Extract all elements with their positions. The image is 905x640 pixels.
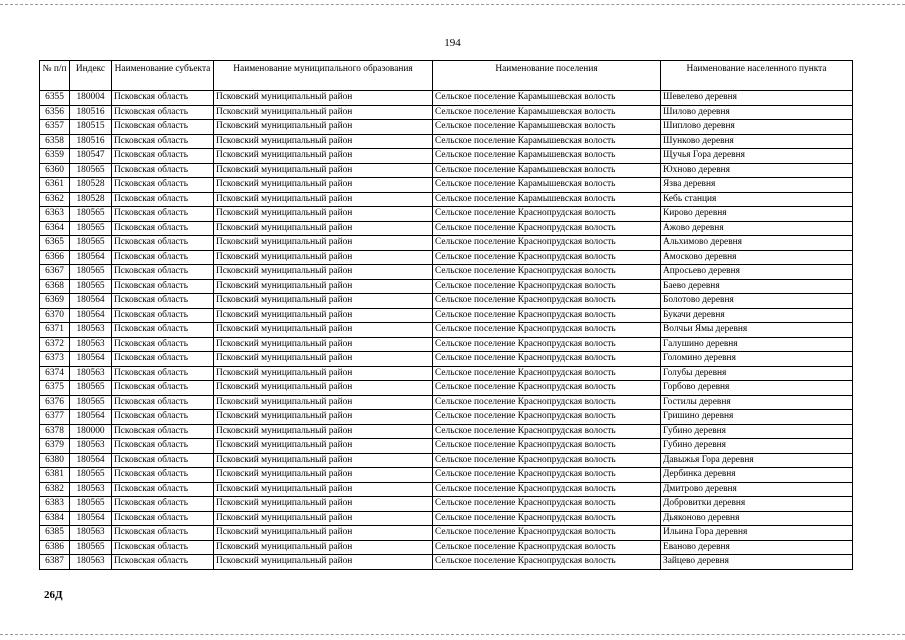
cell-index: 180563 [70, 555, 112, 570]
cell-index: 180004 [70, 91, 112, 106]
cell-municipality: Псковский муниципальный район [214, 337, 433, 352]
cell-municipality: Псковский муниципальный район [214, 192, 433, 207]
cell-settlement: Сельское поселение Краснопрудская волость [433, 366, 661, 381]
cell-locality: Апросьево деревня [661, 265, 853, 280]
cell-index: 180564 [70, 352, 112, 367]
cell-locality: Баево деревня [661, 279, 853, 294]
table-row [40, 424, 853, 439]
cell-municipality: Псковский муниципальный район [214, 265, 433, 280]
cell-locality: Добровитки деревня [661, 497, 853, 512]
cell-index: 180565 [70, 279, 112, 294]
cell-index: 180564 [70, 250, 112, 265]
cell-municipality: Псковский муниципальный район [214, 439, 433, 454]
cell-settlement: Сельское поселение Краснопрудская волость [433, 279, 661, 294]
cell-region: Псковская область [112, 526, 214, 541]
cell-municipality: Псковский муниципальный район [214, 526, 433, 541]
cell-settlement: Сельское поселение Краснопрудская волость [433, 381, 661, 396]
page-number: 194 [444, 37, 461, 49]
cell-region: Псковская область [112, 395, 214, 410]
cell-locality: Дмитрово деревня [661, 482, 853, 497]
header-region: Наименование субъекта [112, 61, 214, 91]
cell-settlement: Сельское поселение Краснопрудская волость [433, 207, 661, 222]
cell-num: 6368 [40, 279, 70, 294]
cell-municipality: Псковский муниципальный район [214, 511, 433, 526]
cell-settlement: Сельское поселение Краснопрудская волость [433, 308, 661, 323]
cell-locality: Болотово деревня [661, 294, 853, 309]
table-row [40, 236, 853, 251]
cell-settlement: Сельское поселение Карамышевская волость [433, 192, 661, 207]
cell-settlement: Сельское поселение Краснопрудская волость [433, 410, 661, 425]
cell-region: Псковская область [112, 192, 214, 207]
cell-index: 180563 [70, 323, 112, 338]
scan-bottom-edge [0, 634, 905, 635]
table-row [40, 511, 853, 526]
cell-settlement: Сельское поселение Краснопрудская волость [433, 540, 661, 555]
cell-num: 6361 [40, 178, 70, 193]
cell-region: Псковская область [112, 410, 214, 425]
cell-settlement: Сельское поселение Краснопрудская волость [433, 250, 661, 265]
localities-table-wrap [39, 60, 853, 570]
cell-settlement: Сельское поселение Краснопрудская волость [433, 555, 661, 570]
cell-num: 6386 [40, 540, 70, 555]
cell-index: 180565 [70, 236, 112, 251]
table-row [40, 178, 853, 193]
cell-num: 6375 [40, 381, 70, 396]
cell-index: 180563 [70, 482, 112, 497]
cell-num: 6380 [40, 453, 70, 468]
cell-municipality: Псковский муниципальный район [214, 453, 433, 468]
table-row [40, 453, 853, 468]
cell-settlement: Сельское поселение Краснопрудская волость [433, 497, 661, 512]
cell-index: 180563 [70, 526, 112, 541]
cell-index: 180000 [70, 424, 112, 439]
table-row [40, 555, 853, 570]
cell-num: 6355 [40, 91, 70, 106]
cell-settlement: Сельское поселение Краснопрудская волость [433, 337, 661, 352]
table-row [40, 381, 853, 396]
cell-municipality: Псковский муниципальный район [214, 468, 433, 483]
cell-region: Псковская область [112, 468, 214, 483]
cell-municipality: Псковский муниципальный район [214, 120, 433, 135]
table-row [40, 91, 853, 106]
table-body [40, 91, 853, 570]
cell-settlement: Сельское поселение Карамышевская волость [433, 105, 661, 120]
cell-num: 6356 [40, 105, 70, 120]
cell-region: Псковская область [112, 497, 214, 512]
cell-num: 6365 [40, 236, 70, 251]
cell-num: 6379 [40, 439, 70, 454]
cell-num: 6384 [40, 511, 70, 526]
cell-locality: Галушино деревня [661, 337, 853, 352]
cell-locality: Кебь станция [661, 192, 853, 207]
cell-locality: Щучья Гора деревня [661, 149, 853, 164]
cell-num: 6369 [40, 294, 70, 309]
cell-num: 6374 [40, 366, 70, 381]
table-row [40, 482, 853, 497]
cell-region: Псковская область [112, 221, 214, 236]
cell-region: Псковская область [112, 453, 214, 468]
cell-region: Псковская область [112, 555, 214, 570]
cell-locality: Губино деревня [661, 439, 853, 454]
cell-settlement: Сельское поселение Краснопрудская волость [433, 323, 661, 338]
cell-locality: Юхново деревня [661, 163, 853, 178]
scan-top-edge [0, 4, 905, 5]
cell-municipality: Псковский муниципальный район [214, 308, 433, 323]
cell-region: Псковская область [112, 308, 214, 323]
cell-index: 180565 [70, 207, 112, 222]
localities-table [39, 60, 853, 570]
cell-num: 6382 [40, 482, 70, 497]
cell-locality: Зайцево деревня [661, 555, 853, 570]
cell-settlement: Сельское поселение Краснопрудская волость [433, 511, 661, 526]
cell-index: 180565 [70, 497, 112, 512]
cell-index: 180516 [70, 134, 112, 149]
cell-locality: Шиплово деревня [661, 120, 853, 135]
table-row [40, 308, 853, 323]
table-row [40, 439, 853, 454]
cell-municipality: Псковский муниципальный район [214, 352, 433, 367]
cell-region: Псковская область [112, 511, 214, 526]
cell-municipality: Псковский муниципальный район [214, 540, 433, 555]
cell-settlement: Сельское поселение Карамышевская волость [433, 149, 661, 164]
cell-region: Псковская область [112, 540, 214, 555]
table-row [40, 250, 853, 265]
cell-locality: Гришино деревня [661, 410, 853, 425]
cell-locality: Голубы деревня [661, 366, 853, 381]
cell-settlement: Сельское поселение Краснопрудская волость [433, 526, 661, 541]
cell-settlement: Сельское поселение Краснопрудская волость [433, 294, 661, 309]
cell-municipality: Псковский муниципальный район [214, 149, 433, 164]
cell-settlement: Сельское поселение Карамышевская волость [433, 178, 661, 193]
cell-municipality: Псковский муниципальный район [214, 105, 433, 120]
cell-settlement: Сельское поселение Краснопрудская волость [433, 482, 661, 497]
table-row [40, 120, 853, 135]
cell-locality: Кирово деревня [661, 207, 853, 222]
cell-region: Псковская область [112, 236, 214, 251]
cell-settlement: Сельское поселение Краснопрудская волость [433, 395, 661, 410]
header-num: № п/п [40, 61, 70, 91]
cell-locality: Ильина Гора деревня [661, 526, 853, 541]
cell-num: 6377 [40, 410, 70, 425]
header-settlement: Наименование поселения [433, 61, 661, 91]
cell-num: 6359 [40, 149, 70, 164]
cell-settlement: Сельское поселение Краснопрудская волость [433, 236, 661, 251]
cell-locality: Ажово деревня [661, 221, 853, 236]
cell-municipality: Псковский муниципальный район [214, 482, 433, 497]
cell-municipality: Псковский муниципальный район [214, 207, 433, 222]
cell-index: 180565 [70, 395, 112, 410]
cell-locality: Букачи деревня [661, 308, 853, 323]
cell-index: 180564 [70, 410, 112, 425]
cell-settlement: Сельское поселение Краснопрудская волость [433, 439, 661, 454]
cell-region: Псковская область [112, 323, 214, 338]
table-row [40, 192, 853, 207]
table-row [40, 163, 853, 178]
cell-municipality: Псковский муниципальный район [214, 91, 433, 106]
cell-num: 6362 [40, 192, 70, 207]
table-row [40, 366, 853, 381]
cell-index: 180565 [70, 540, 112, 555]
cell-region: Псковская область [112, 207, 214, 222]
cell-settlement: Сельское поселение Карамышевская волость [433, 163, 661, 178]
cell-municipality: Псковский муниципальный район [214, 424, 433, 439]
cell-num: 6372 [40, 337, 70, 352]
cell-index: 180564 [70, 453, 112, 468]
table-row [40, 395, 853, 410]
cell-locality: Губино деревня [661, 424, 853, 439]
cell-index: 180564 [70, 308, 112, 323]
cell-num: 6367 [40, 265, 70, 280]
cell-region: Псковская область [112, 337, 214, 352]
cell-num: 6358 [40, 134, 70, 149]
cell-num: 6378 [40, 424, 70, 439]
cell-locality: Шунково деревня [661, 134, 853, 149]
cell-municipality: Псковский муниципальный район [214, 134, 433, 149]
cell-locality: Шевелево деревня [661, 91, 853, 106]
table-row [40, 149, 853, 164]
cell-num: 6360 [40, 163, 70, 178]
cell-municipality: Псковский муниципальный район [214, 381, 433, 396]
cell-index: 180515 [70, 120, 112, 135]
table-row [40, 323, 853, 338]
header-index: Индекс [70, 61, 112, 91]
cell-locality: Голомино деревня [661, 352, 853, 367]
cell-region: Псковская область [112, 482, 214, 497]
cell-num: 6387 [40, 555, 70, 570]
cell-locality: Давыжья Гора деревня [661, 453, 853, 468]
cell-region: Псковская область [112, 439, 214, 454]
cell-num: 6371 [40, 323, 70, 338]
cell-locality: Шилово деревня [661, 105, 853, 120]
cell-num: 6370 [40, 308, 70, 323]
cell-municipality: Псковский муниципальный район [214, 410, 433, 425]
cell-municipality: Псковский муниципальный район [214, 323, 433, 338]
cell-municipality: Псковский муниципальный район [214, 555, 433, 570]
cell-settlement: Сельское поселение Карамышевская волость [433, 134, 661, 149]
cell-settlement: Сельское поселение Краснопрудская волость [433, 352, 661, 367]
cell-municipality: Псковский муниципальный район [214, 279, 433, 294]
cell-municipality: Псковский муниципальный район [214, 163, 433, 178]
cell-municipality: Псковский муниципальный район [214, 221, 433, 236]
table-row [40, 279, 853, 294]
cell-region: Псковская область [112, 120, 214, 135]
cell-region: Псковская область [112, 134, 214, 149]
cell-settlement: Сельское поселение Краснопрудская волость [433, 221, 661, 236]
table-row [40, 352, 853, 367]
cell-locality: Дьяконово деревня [661, 511, 853, 526]
cell-settlement: Сельское поселение Краснопрудская волость [433, 468, 661, 483]
cell-region: Псковская область [112, 424, 214, 439]
cell-municipality: Псковский муниципальный район [214, 236, 433, 251]
cell-region: Псковская область [112, 381, 214, 396]
table-row [40, 221, 853, 236]
cell-settlement: Сельское поселение Краснопрудская волость [433, 453, 661, 468]
cell-index: 180563 [70, 366, 112, 381]
cell-settlement: Сельское поселение Карамышевская волость [433, 120, 661, 135]
cell-num: 6383 [40, 497, 70, 512]
table-row [40, 105, 853, 120]
cell-index: 180565 [70, 163, 112, 178]
table-row [40, 207, 853, 222]
cell-index: 180563 [70, 337, 112, 352]
cell-num: 6357 [40, 120, 70, 135]
cell-index: 180563 [70, 439, 112, 454]
cell-region: Псковская область [112, 352, 214, 367]
cell-locality: Альхимово деревня [661, 236, 853, 251]
cell-region: Псковская область [112, 91, 214, 106]
cell-index: 180565 [70, 381, 112, 396]
cell-index: 180564 [70, 511, 112, 526]
cell-municipality: Псковский муниципальный район [214, 395, 433, 410]
table-row [40, 468, 853, 483]
cell-locality: Дербинка деревня [661, 468, 853, 483]
cell-locality: Еваново деревня [661, 540, 853, 555]
cell-num: 6373 [40, 352, 70, 367]
footer-code: 26Д [44, 589, 63, 601]
cell-settlement: Сельское поселение Краснопрудская волость [433, 424, 661, 439]
cell-num: 6385 [40, 526, 70, 541]
cell-locality: Волчьи Ямы деревня [661, 323, 853, 338]
cell-municipality: Псковский муниципальный район [214, 178, 433, 193]
cell-region: Псковская область [112, 149, 214, 164]
table-row [40, 410, 853, 425]
cell-locality: Горбово деревня [661, 381, 853, 396]
cell-index: 180565 [70, 468, 112, 483]
cell-locality: Язва деревня [661, 178, 853, 193]
cell-index: 180528 [70, 192, 112, 207]
cell-region: Псковская область [112, 105, 214, 120]
cell-num: 6363 [40, 207, 70, 222]
cell-index: 180565 [70, 265, 112, 280]
cell-municipality: Псковский муниципальный район [214, 250, 433, 265]
cell-index: 180564 [70, 294, 112, 309]
table-row [40, 134, 853, 149]
cell-region: Псковская область [112, 294, 214, 309]
cell-num: 6376 [40, 395, 70, 410]
table-row [40, 265, 853, 280]
cell-municipality: Псковский муниципальный район [214, 497, 433, 512]
table-row [40, 497, 853, 512]
cell-region: Псковская область [112, 178, 214, 193]
cell-index: 180547 [70, 149, 112, 164]
cell-region: Псковская область [112, 265, 214, 280]
cell-municipality: Псковский муниципальный район [214, 366, 433, 381]
cell-index: 180565 [70, 221, 112, 236]
table-row [40, 540, 853, 555]
cell-locality: Амосково деревня [661, 250, 853, 265]
cell-index: 180528 [70, 178, 112, 193]
cell-settlement: Сельское поселение Краснопрудская волость [433, 265, 661, 280]
cell-region: Псковская область [112, 250, 214, 265]
cell-municipality: Псковский муниципальный район [214, 294, 433, 309]
table-row [40, 294, 853, 309]
cell-locality: Гостилы деревня [661, 395, 853, 410]
cell-region: Псковская область [112, 279, 214, 294]
cell-index: 180516 [70, 105, 112, 120]
table-header-row [40, 61, 853, 91]
header-locality: Наименование населенного пункта [661, 61, 853, 91]
cell-region: Псковская область [112, 366, 214, 381]
cell-num: 6366 [40, 250, 70, 265]
header-municipality: Наименование муниципального образования [214, 61, 433, 91]
cell-num: 6381 [40, 468, 70, 483]
cell-settlement: Сельское поселение Карамышевская волость [433, 91, 661, 106]
table-row [40, 526, 853, 541]
cell-num: 6364 [40, 221, 70, 236]
cell-region: Псковская область [112, 163, 214, 178]
table-row [40, 337, 853, 352]
